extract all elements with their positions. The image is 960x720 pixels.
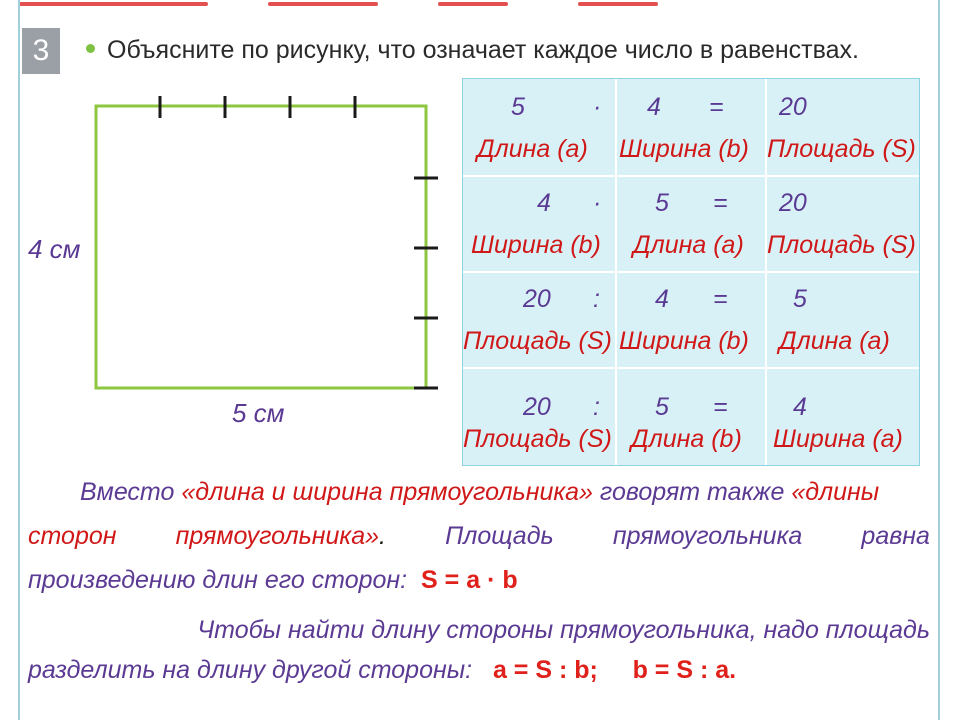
quantity-name: Ширина (a) <box>773 425 903 453</box>
paragraph-2-line-1: Чтобы найти длину стороны прямоугольника, надо площадь <box>197 616 930 644</box>
area-formula: S = a · b <box>421 566 518 594</box>
quantity-name: Ширина (b) <box>619 135 749 163</box>
number-value: 20 <box>523 393 551 421</box>
number-value: 20 <box>779 189 807 217</box>
side-length-bottom-label: 5 см <box>232 398 285 428</box>
paragraph-1-line-2: сторон прямоугольника». Площадь прямоугольника равна <box>28 522 930 550</box>
quantity-name: Длина (b) <box>631 425 742 453</box>
paragraph-1-line-3: произведению длин его сторон: S = a · b <box>28 566 518 594</box>
number-value: 4 <box>655 285 669 313</box>
operator-sign: : <box>593 393 600 421</box>
side-length-left-label: 4 см <box>28 234 81 264</box>
number-value: 20 <box>523 285 551 313</box>
number-value: 20 <box>779 93 807 121</box>
quantity-name: Площадь (S) <box>767 231 916 259</box>
quantity-name: Длина (a) <box>779 327 890 355</box>
number-value: 4 <box>793 393 807 421</box>
task-number-badge: 3 <box>22 28 60 74</box>
equation-row <box>463 367 919 465</box>
equations-table <box>462 78 920 466</box>
operator-sign: · <box>593 93 602 121</box>
number-value: 5 <box>655 393 669 421</box>
number-value: 4 <box>537 189 551 217</box>
number-value: 5 <box>511 93 525 121</box>
quantity-name: Площадь (S) <box>463 327 612 355</box>
quantity-name: Длина (a) <box>477 135 588 163</box>
equation-row <box>463 175 919 271</box>
equation-row <box>463 79 919 175</box>
side-a-formula: a = S : b; <box>492 656 598 684</box>
paragraph-1-line-1: Вместо «длина и ширина прямоугольника» говорят также «длины <box>80 478 880 506</box>
side-b-formula: b = S : a. <box>632 656 737 684</box>
rectangle-outline <box>96 106 426 388</box>
number-value: 5 <box>793 285 807 313</box>
operator-sign: = <box>713 393 728 421</box>
operator-sign: = <box>713 285 728 313</box>
quantity-name: Ширина (b) <box>471 231 601 259</box>
equation-row <box>463 271 919 367</box>
operator-sign: : <box>593 285 600 313</box>
quantity-name: Площадь (S) <box>767 135 916 163</box>
operator-sign: = <box>713 189 728 217</box>
operator-sign: · <box>593 189 602 217</box>
paragraph-2-line-2: разделить на длину другой стороны: a = S : b; b = S : a. <box>28 656 737 684</box>
quantity-name: Длина (a) <box>633 231 744 259</box>
quantity-name: Ширина (b) <box>619 327 749 355</box>
quantity-name: Площадь (S) <box>463 425 612 453</box>
task-prompt-text: Объясните по рисунку, что означает каждое число в равенствах. <box>107 36 859 64</box>
number-value: 4 <box>647 93 661 121</box>
number-value: 5 <box>655 189 669 217</box>
operator-sign: = <box>709 93 724 121</box>
